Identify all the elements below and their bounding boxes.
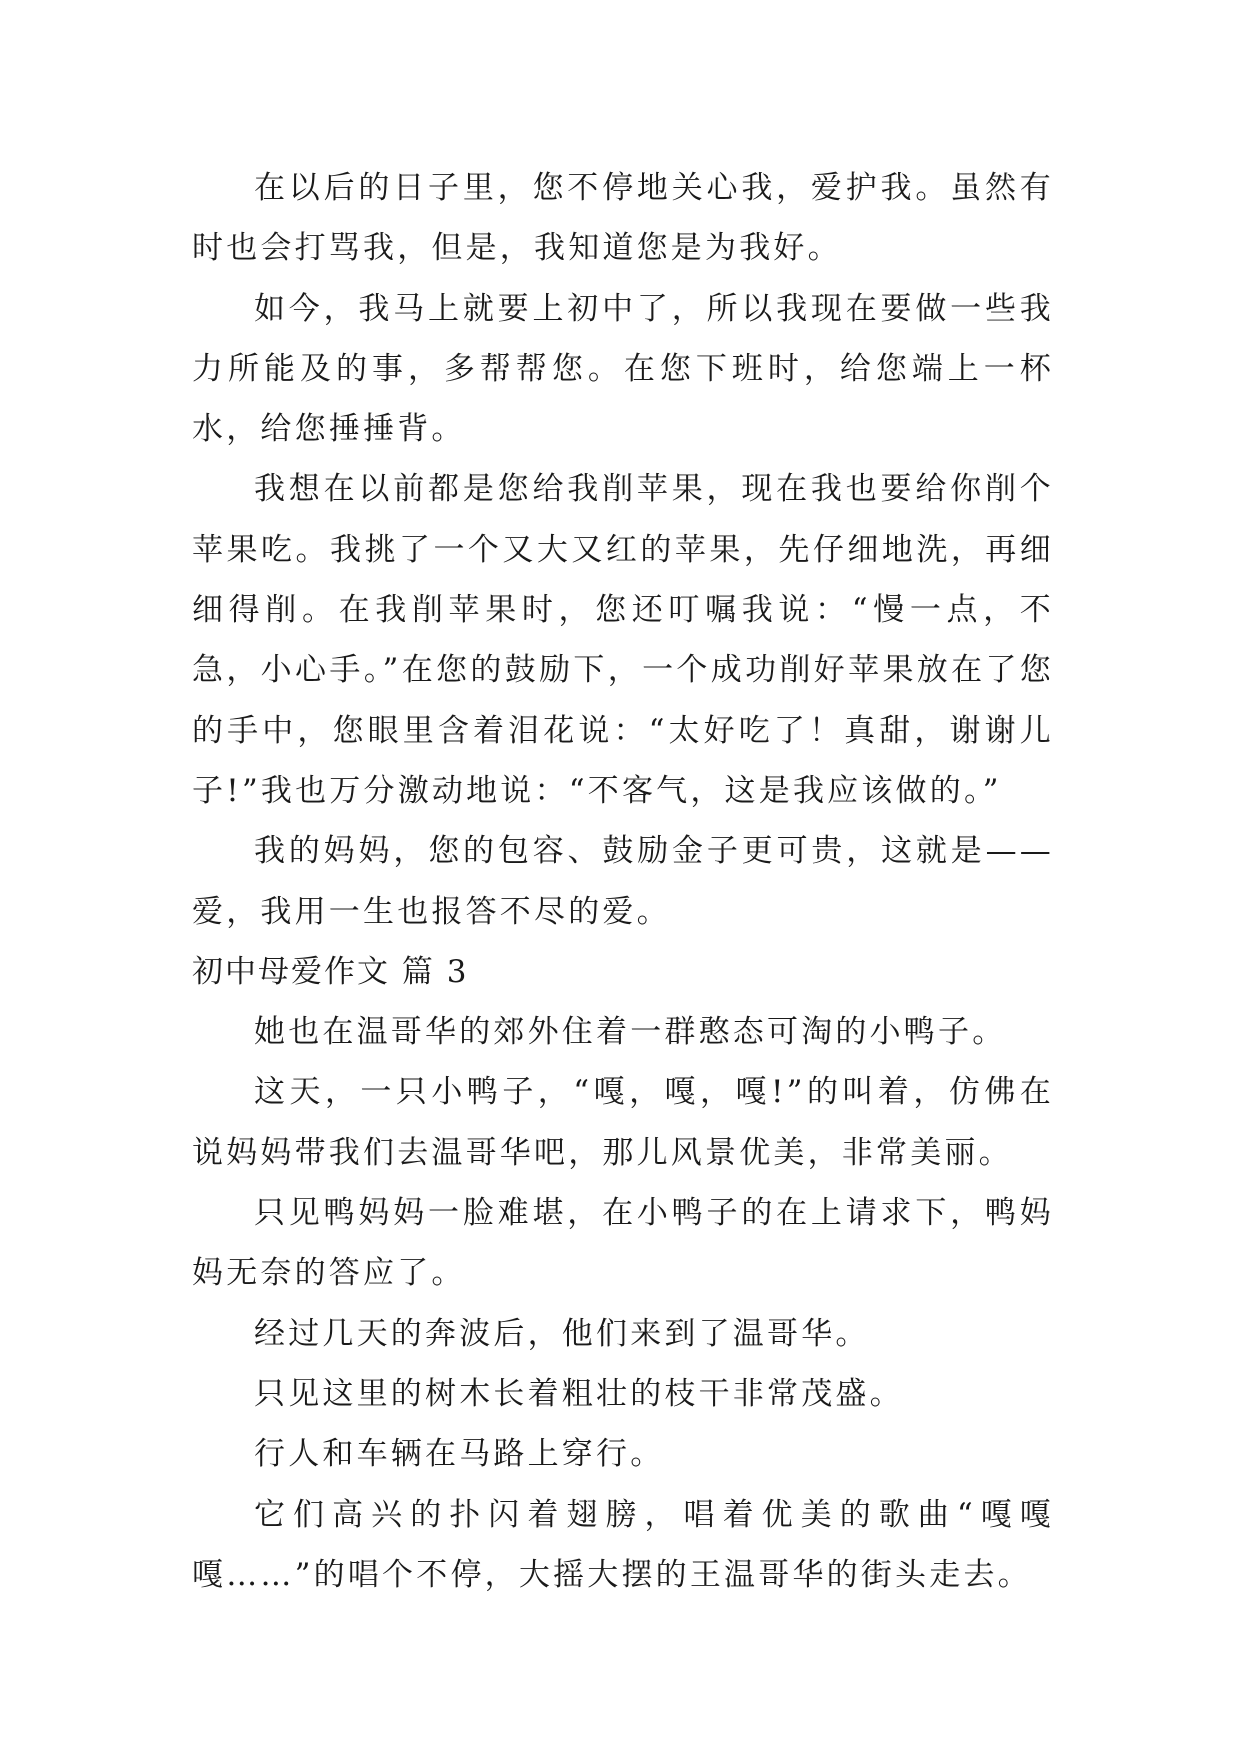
paragraph: 经过几天的奔波后，他们来到了温哥华。 [254, 1315, 870, 1352]
paragraph: 在以后的日子里，您不停地关心我，爱护我。虽然有时也会打骂我，但是，我知道您是为我好。 [192, 170, 1054, 267]
paragraph: 她也在温哥华的郊外住着一群憨态可淘的小鸭子。 [254, 1014, 1007, 1051]
paragraph: 我想在以前都是您给我削苹果，现在我也要给你削个苹果吃。我挑了一个又大又红的苹果，先仔细地洗，再细细得削。在我削苹果时，您还叮嘱我说：“慢一点，不急，小心手。”在您的鼓励下，一个成功削好苹果放在了您的手中，您眼里含着泪花说：“太好吃了！真甜，谢谢儿子!”我也万分激动地说：“不客气，这是我应该做的。” [192, 471, 1054, 809]
paragraph: 只见鸭妈妈一脸难堪，在小鸭子的在上请求下，鸭妈妈无奈的答应了。 [192, 1195, 1054, 1292]
paragraph: 这天，一只小鸭子，“嘎，嘎，嘎!”的叫着，仿佛在说妈妈带我们去温哥华吧，那儿风景优美，非常美丽。 [192, 1074, 1054, 1171]
section-heading: 初中母爱作文 篇 3 [192, 953, 469, 990]
document-body [192, 158, 1054, 1605]
paragraph: 如今，我马上就要上初中了，所以我现在要做一些我力所能及的事，多帮帮您。在您下班时，给您端上一杯水，给您捶捶背。 [192, 290, 1054, 448]
paragraph: 它们高兴的扑闪着翅膀，唱着优美的歌曲“嘎嘎嘎……”的唱个不停，大摇大摆的王温哥华的街头走去。 [192, 1496, 1054, 1593]
paragraph: 行人和车辆在马路上穿行。 [254, 1436, 665, 1473]
paragraph: 我的妈妈，您的包容、鼓励金子更可贵，这就是——爱，我用一生也报答不尽的爱。 [192, 833, 1054, 930]
paragraph: 只见这里的树木长着粗壮的枝干非常茂盛。 [254, 1375, 904, 1412]
